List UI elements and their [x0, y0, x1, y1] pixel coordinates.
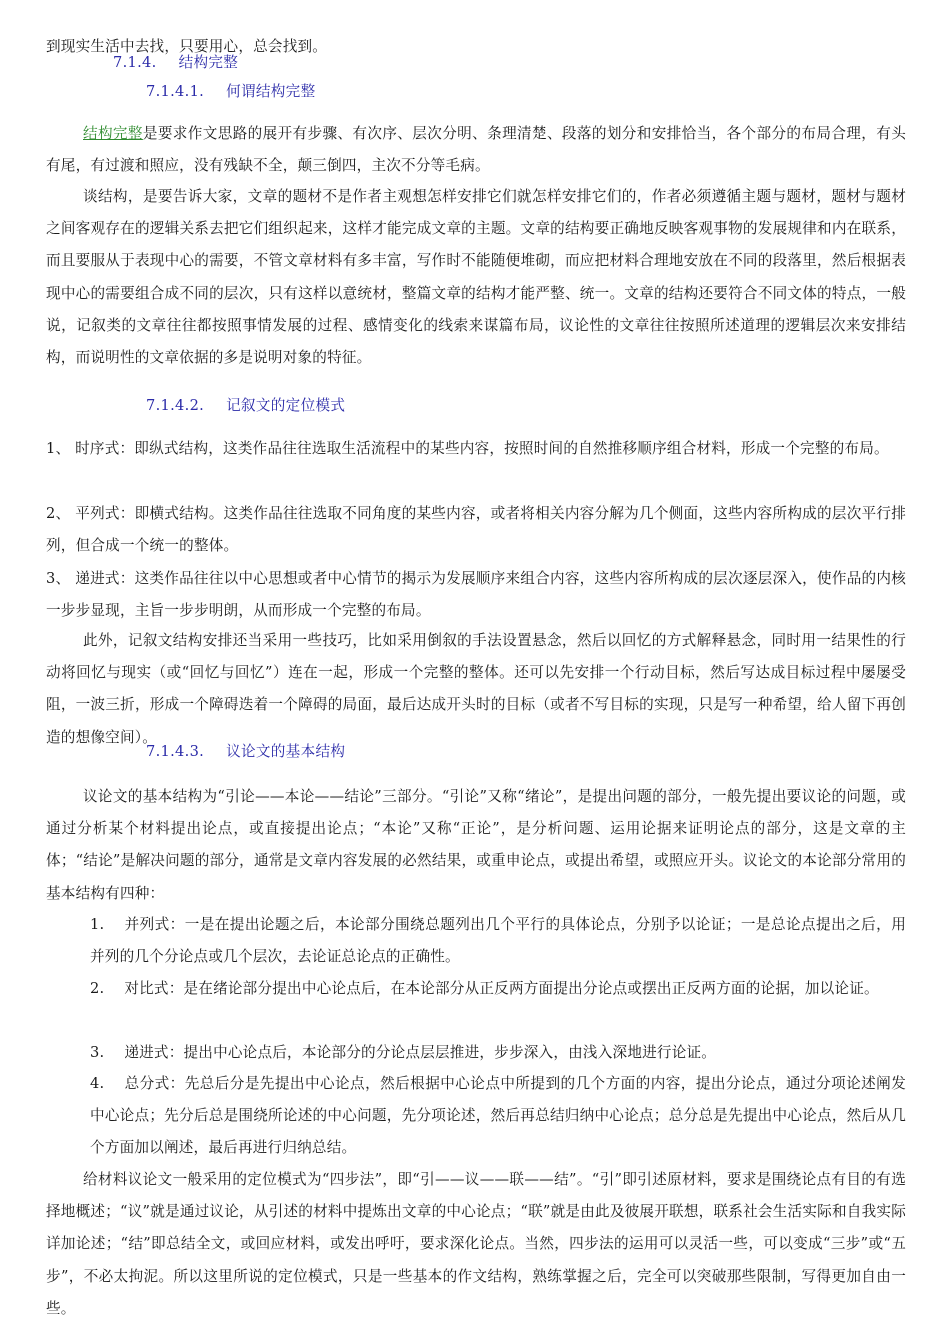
heading-number: 7.1.4.2.	[146, 397, 205, 414]
heading-7-1-4-2	[146, 394, 345, 418]
structure-link[interactable]: 结构完整	[83, 125, 143, 142]
heading-number: 7.1.4.1.	[146, 83, 205, 100]
heading-number: 7.1.4.3.	[146, 743, 205, 760]
list-marker: 4.	[90, 1075, 105, 1092]
list-marker: 2.	[90, 980, 105, 997]
paragraph-text: 是要求作文思路的展开有步骤、有次序、层次分明、条理清楚、段落的划分和安排恰当，各个部分的布局合理，有头有尾，有过渡和照应，没有残缺不全，颠三倒四，主次不分等毛病。	[46, 125, 906, 175]
heading-number: 7.1.4.	[113, 54, 157, 71]
paragraph-narrative-techniques: 此外，记叙文结构安排还当采用一些技巧，比如采用倒叙的手法设置悬念，然后以回忆的方式解释悬念，同时用一结果性的行动将回忆与现实（或“回忆与回忆”）连在一起，形成一个完整的整体。还可以先安排一个行动目标，然后写达成目标过程中屡屡受阻，一波三折，形成一个障碍迭着一个障碍的局面，最后达成开头时的目标（或者不写目标的实现，只是写一种希望，给人留下再创造的想像空间）。	[46, 632, 906, 746]
paragraph-about-structure: 谈结构，是要告诉大家，文章的题材不是作者主观想怎样安排它们就怎样安排它们的，作者必须遵循主题与题材，题材与题材之间客观存在的逻辑关系去把它们组织起来，这样才能完成文章的主题。文章的结构要正确地反映客观事物的发展规律和内在联系，而且要服从于表现中心的需要，不管文章材料有多丰富，写作时不能随便堆砌，而应把材料合理地安放在不同的段落里，然后根据表现中心的需要组合成不同的层次，只有这样以意统材，整篇文章的结构才能严整、统一。文章的结构还要符合不同文体的特点，一般说，记叙类的文章往往都按照事情发展的过程、感情变化的线索来谋篇布局，议论性的文章往往按照所述道理的逻辑层次来安排结构，而说明性的文章依据的多是说明对象的特征。	[46, 188, 906, 367]
heading-7-1-4-1	[146, 80, 315, 104]
heading-7-1-4-3	[146, 740, 345, 764]
heading-title: 结构完整	[178, 54, 239, 71]
list-text: 递进式：提出中心论点后，本论部分的分论点层层推进，步步深入，由浅入深地进行论证。	[124, 1044, 717, 1061]
list-marker: 3.	[90, 1044, 105, 1061]
list-text: 对比式：是在绪论部分提出中心论点后，在本论部分从正反两方面提出分论点或摆出正反两方面的论据，加以论证。	[124, 980, 879, 997]
heading-title: 议论文的基本结构	[226, 743, 346, 760]
line-top: 到现实生活中去找，只要用心，总会找到。	[46, 38, 328, 55]
list-item-argument-2	[90, 973, 906, 1005]
list-text: 总分式：先总后分是先提出中心论点，然后根据中心论点中所提到的几个方面的内容，提出分论点，通过分项论述阐发中心论点；先分后总是围绕所论述的中心问题，先分项论述，然后再总结归纳中心论点；总分总是先提出中心论点，然后从几个方面加以阐述，最后再进行归纳总结。	[90, 1075, 906, 1157]
paragraph-four-step-method: 给材料议论文一般采用的定位模式为“四步法”，即“引——议——联——结”。“引”即引述原材料，要求是围绕论点有目的有选择地概述；“议”就是通过议论，从引述的材料中提炼出文章的中心论点；“联”就是由此及彼展开联想，联系社会生活实际和自我实际详加论述；“结”即总结全文，或回应材料，或发出呼吁，要求深化论点。当然，四步法的运用可以灵活一些，可以变成“三步”或“五步”，不必太拘泥。所以这里所说的定位模式，只是一些基本的作文结构，熟练掌握之后，完全可以突破那些限制，写得更加自由一些。	[46, 1171, 906, 1317]
list-item-argument-3	[90, 1037, 906, 1069]
paragraph-structure-definition	[46, 118, 906, 182]
heading-title: 记叙文的定位模式	[226, 397, 346, 414]
list-item-narrative-2: 2、 平列式：即横式结构。这类作品往往选取不同角度的某些内容，或者将相关内容分解为几个侧面，这些内容所构成的层次平行排列，但合成一个统一的整体。	[46, 505, 906, 555]
list-item-narrative-1: 1、 时序式：即纵式结构，这类作品往往选取生活流程中的某些内容，按照时间的自然推移顺序组合材料，形成一个完整的布局。	[46, 440, 889, 457]
list-item-argument-4	[90, 1068, 906, 1165]
heading-7-1-4	[113, 51, 238, 75]
paragraph-argument-structure: 议论文的基本结构为“引论——本论——结论”三部分。“引论”又称“绪论”，是提出问题的部分，一般先提出要议论的问题，或通过分析某个材料提出论点，或直接提出论点；“本论”又称“正论”，是分析问题、运用论据来证明论点的部分，这是文章的主体；“结论”是解决问题的部分，通常是文章内容发展的必然结果，或重申论点，或提出希望，或照应开头。议论文的本论部分常用的基本结构有四种：	[46, 788, 906, 902]
list-text: 并列式：一是在提出论题之后，本论部分围绕总题列出几个平行的具体论点，分别予以论证；一是总论点提出之后，用并列的几个分论点或几个层次，去论证总论点的正确性。	[90, 916, 906, 966]
list-item-narrative-3: 3、 递进式：这类作品往往以中心思想或者中心情节的揭示为发展顺序来组合内容，这些内容所构成的层次逐层深入，使作品的内核一步步显现，主旨一步步明朗，从而形成一个完整的布局。	[46, 570, 906, 620]
heading-title: 何谓结构完整	[226, 83, 316, 100]
list-marker: 1.	[90, 916, 105, 933]
list-item-argument-1	[90, 909, 906, 973]
